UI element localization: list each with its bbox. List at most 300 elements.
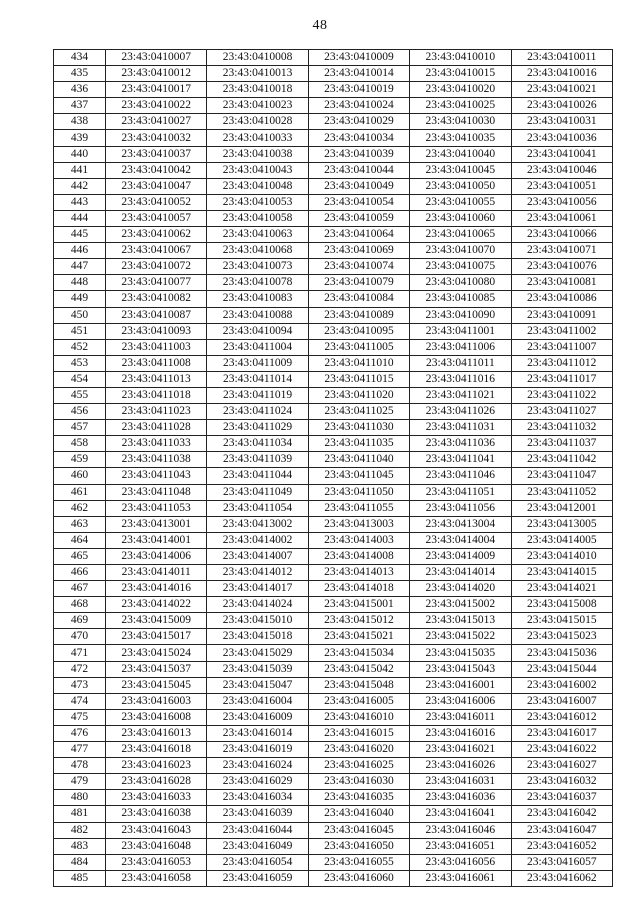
- cadastral-number-cell: 23:43:0416062: [511, 870, 612, 886]
- cadastral-number-cell: 23:43:0414013: [308, 565, 409, 581]
- cadastral-number-cell: 23:43:0411008: [106, 355, 207, 371]
- row-number-cell: 443: [54, 194, 106, 210]
- row-number-cell: 439: [54, 130, 106, 146]
- cadastral-number-cell: 23:43:0411045: [308, 468, 409, 484]
- row-number-cell: 464: [54, 532, 106, 548]
- cadastral-number-cell: 23:43:0416056: [410, 854, 511, 870]
- cadastral-number-cell: 23:43:0415013: [410, 613, 511, 629]
- cadastral-number-cell: 23:43:0415023: [511, 629, 612, 645]
- cadastral-number-cell: 23:43:0410078: [207, 275, 308, 291]
- cadastral-number-cell: 23:43:0410059: [308, 210, 409, 226]
- row-number-cell: 435: [54, 66, 106, 82]
- cadastral-number-cell: 23:43:0411026: [410, 404, 511, 420]
- cadastral-number-cell: 23:43:0415015: [511, 613, 612, 629]
- cadastral-number-cell: 23:43:0416022: [511, 742, 612, 758]
- row-number-cell: 458: [54, 436, 106, 452]
- cadastral-number-cell: 23:43:0416017: [511, 725, 612, 741]
- row-number-cell: 479: [54, 774, 106, 790]
- row-number-cell: 460: [54, 468, 106, 484]
- cadastral-number-cell: 23:43:0415042: [308, 661, 409, 677]
- cadastral-number-cell: 23:43:0416015: [308, 725, 409, 741]
- cadastral-number-cell: 23:43:0416005: [308, 693, 409, 709]
- row-number-cell: 437: [54, 98, 106, 114]
- table-row: [54, 629, 613, 645]
- cadastral-number-cell: 23:43:0415001: [308, 597, 409, 613]
- cadastral-number-cell: 23:43:0416001: [410, 677, 511, 693]
- cadastral-number-cell: 23:43:0410025: [410, 98, 511, 114]
- cadastral-number-cell: 23:43:0415047: [207, 677, 308, 693]
- table-row: [54, 645, 613, 661]
- cadastral-number-cell: 23:43:0410049: [308, 178, 409, 194]
- cadastral-number-cell: 23:43:0410032: [106, 130, 207, 146]
- cadastral-number-cell: 23:43:0416047: [511, 822, 612, 838]
- cadastral-number-cell: 23:43:0416010: [308, 709, 409, 725]
- cadastral-number-cell: 23:43:0416011: [410, 709, 511, 725]
- cadastral-number-cell: 23:43:0410027: [106, 114, 207, 130]
- cadastral-number-cell: 23:43:0414002: [207, 532, 308, 548]
- cadastral-number-cell: 23:43:0411040: [308, 452, 409, 468]
- row-number-cell: 452: [54, 339, 106, 355]
- cadastral-number-cell: 23:43:0410089: [308, 307, 409, 323]
- cadastral-number-cell: 23:43:0410031: [511, 114, 612, 130]
- row-number-cell: 470: [54, 629, 106, 645]
- cadastral-number-cell: 23:43:0411041: [410, 452, 511, 468]
- cadastral-number-cell: 23:43:0411043: [106, 468, 207, 484]
- cadastral-number-cell: 23:43:0414015: [511, 565, 612, 581]
- cadastral-number-cell: 23:43:0410022: [106, 98, 207, 114]
- cadastral-number-cell: 23:43:0410007: [106, 50, 207, 66]
- cadastral-number-cell: 23:43:0410008: [207, 50, 308, 66]
- cadastral-number-cell: 23:43:0410071: [511, 243, 612, 259]
- cadastral-number-cell: 23:43:0411028: [106, 420, 207, 436]
- cadastral-number-cell: 23:43:0416035: [308, 790, 409, 806]
- cadastral-number-cell: 23:43:0414016: [106, 581, 207, 597]
- row-number-cell: 444: [54, 210, 106, 226]
- row-number-cell: 455: [54, 387, 106, 403]
- cadastral-number-cell: 23:43:0411051: [410, 484, 511, 500]
- row-number-cell: 485: [54, 870, 106, 886]
- cadastral-number-cell: 23:43:0416045: [308, 822, 409, 838]
- cadastral-number-cell: 23:43:0414003: [308, 532, 409, 548]
- cadastral-number-cell: 23:43:0416028: [106, 774, 207, 790]
- cadastral-number-cell: 23:43:0411033: [106, 436, 207, 452]
- cadastral-number-cell: 23:43:0413004: [410, 516, 511, 532]
- table-row: [54, 323, 613, 339]
- cadastral-number-cell: 23:43:0416002: [511, 677, 612, 693]
- cadastral-number-cell: 23:43:0411019: [207, 387, 308, 403]
- row-number-cell: 463: [54, 516, 106, 532]
- cadastral-number-cell: 23:43:0416049: [207, 838, 308, 854]
- cadastral-number-cell: 23:43:0410067: [106, 243, 207, 259]
- cadastral-number-cell: 23:43:0416057: [511, 854, 612, 870]
- table-row: [54, 50, 613, 66]
- table-row: [54, 468, 613, 484]
- row-number-cell: 434: [54, 50, 106, 66]
- table-row: [54, 806, 613, 822]
- row-number-cell: 468: [54, 597, 106, 613]
- cadastral-number-cell: 23:43:0410095: [308, 323, 409, 339]
- cadastral-number-cell: 23:43:0410046: [511, 162, 612, 178]
- cadastral-number-cell: 23:43:0410054: [308, 194, 409, 210]
- cadastral-number-cell: 23:43:0416054: [207, 854, 308, 870]
- row-number-cell: 478: [54, 758, 106, 774]
- cadastral-number-cell: 23:43:0411046: [410, 468, 511, 484]
- table-row: [54, 613, 613, 629]
- cadastral-number-cell: 23:43:0415024: [106, 645, 207, 661]
- table-row: [54, 484, 613, 500]
- cadastral-number-cell: 23:43:0416026: [410, 758, 511, 774]
- table-row: [54, 387, 613, 403]
- cadastral-number-cell: 23:43:0416019: [207, 742, 308, 758]
- table-row: [54, 307, 613, 323]
- cadastral-number-cell: 23:43:0410052: [106, 194, 207, 210]
- cadastral-number-cell: 23:43:0410033: [207, 130, 308, 146]
- cadastral-number-cell: 23:43:0416058: [106, 870, 207, 886]
- row-number-cell: 451: [54, 323, 106, 339]
- table-row: [54, 790, 613, 806]
- cadastral-number-cell: 23:43:0411018: [106, 387, 207, 403]
- cadastral-number-cell: 23:43:0410087: [106, 307, 207, 323]
- cadastral-number-cell: 23:43:0416025: [308, 758, 409, 774]
- cadastral-number-cell: 23:43:0411030: [308, 420, 409, 436]
- cadastral-number-cell: 23:43:0415043: [410, 661, 511, 677]
- cadastral-number-cell: 23:43:0414001: [106, 532, 207, 548]
- cadastral-number-cell: 23:43:0416041: [410, 806, 511, 822]
- cadastral-number-cell: 23:43:0415034: [308, 645, 409, 661]
- cadastral-number-cell: 23:43:0416004: [207, 693, 308, 709]
- cadastral-number-cell: 23:43:0411056: [410, 500, 511, 516]
- cadastral-number-cell: 23:43:0411049: [207, 484, 308, 500]
- row-number-cell: 480: [54, 790, 106, 806]
- row-number-cell: 459: [54, 452, 106, 468]
- cadastral-number-cell: 23:43:0416051: [410, 838, 511, 854]
- cadastral-number-cell: 23:43:0410075: [410, 259, 511, 275]
- cadastral-number-cell: 23:43:0413002: [207, 516, 308, 532]
- cadastral-number-table: [53, 49, 613, 887]
- cadastral-number-cell: 23:43:0410090: [410, 307, 511, 323]
- cadastral-number-cell: 23:43:0410037: [106, 146, 207, 162]
- cadastral-number-cell: 23:43:0416061: [410, 870, 511, 886]
- cadastral-number-cell: 23:43:0410012: [106, 66, 207, 82]
- table-row: [54, 693, 613, 709]
- cadastral-number-cell: 23:43:0414017: [207, 581, 308, 597]
- cadastral-number-cell: 23:43:0410029: [308, 114, 409, 130]
- cadastral-number-cell: 23:43:0416027: [511, 758, 612, 774]
- cadastral-number-cell: 23:43:0410010: [410, 50, 511, 66]
- cadastral-number-cell: 23:43:0411027: [511, 404, 612, 420]
- cadastral-number-cell: 23:43:0413005: [511, 516, 612, 532]
- cadastral-number-cell: 23:43:0415039: [207, 661, 308, 677]
- cadastral-number-cell: 23:43:0416012: [511, 709, 612, 725]
- row-number-cell: 456: [54, 404, 106, 420]
- cadastral-number-cell: 23:43:0413001: [106, 516, 207, 532]
- cadastral-number-cell: 23:43:0410048: [207, 178, 308, 194]
- table-row: [54, 516, 613, 532]
- cadastral-number-cell: 23:43:0416007: [511, 693, 612, 709]
- cadastral-number-cell: 23:43:0411029: [207, 420, 308, 436]
- cadastral-number-cell: 23:43:0411039: [207, 452, 308, 468]
- table-row: [54, 581, 613, 597]
- row-number-cell: 441: [54, 162, 106, 178]
- cadastral-number-cell: 23:43:0410042: [106, 162, 207, 178]
- cadastral-number-cell: 23:43:0414022: [106, 597, 207, 613]
- table-row: [54, 114, 613, 130]
- row-number-cell: 472: [54, 661, 106, 677]
- cadastral-number-cell: 23:43:0410058: [207, 210, 308, 226]
- cadastral-number-cell: 23:43:0410082: [106, 291, 207, 307]
- row-number-cell: 450: [54, 307, 106, 323]
- table-row: [54, 98, 613, 114]
- cadastral-number-cell: 23:43:0411001: [410, 323, 511, 339]
- cadastral-number-cell: 23:43:0411005: [308, 339, 409, 355]
- cadastral-number-cell: 23:43:0416048: [106, 838, 207, 854]
- table-row: [54, 291, 613, 307]
- row-number-cell: 461: [54, 484, 106, 500]
- cadastral-number-cell: 23:43:0415012: [308, 613, 409, 629]
- cadastral-number-cell: 23:43:0410055: [410, 194, 511, 210]
- cadastral-number-cell: 23:43:0415002: [410, 597, 511, 613]
- cadastral-number-cell: 23:43:0410045: [410, 162, 511, 178]
- table-row: [54, 838, 613, 854]
- table-row: [54, 774, 613, 790]
- cadastral-number-cell: 23:43:0416040: [308, 806, 409, 822]
- row-number-cell: 445: [54, 227, 106, 243]
- cadastral-number-cell: 23:43:0410015: [410, 66, 511, 82]
- cadastral-number-cell: 23:43:0416029: [207, 774, 308, 790]
- cadastral-number-cell: 23:43:0411023: [106, 404, 207, 420]
- table-row: [54, 758, 613, 774]
- cadastral-number-cell: 23:43:0415018: [207, 629, 308, 645]
- cadastral-number-cell: 23:43:0414008: [308, 548, 409, 564]
- cadastral-number-cell: 23:43:0410028: [207, 114, 308, 130]
- cadastral-number-cell: 23:43:0410056: [511, 194, 612, 210]
- table-row: [54, 243, 613, 259]
- cadastral-number-cell: 23:43:0411036: [410, 436, 511, 452]
- cadastral-number-cell: 23:43:0414021: [511, 581, 612, 597]
- row-number-cell: 477: [54, 742, 106, 758]
- cadastral-number-cell: 23:43:0410091: [511, 307, 612, 323]
- cadastral-number-cell: 23:43:0414006: [106, 548, 207, 564]
- cadastral-number-cell: 23:43:0410094: [207, 323, 308, 339]
- table-row: [54, 870, 613, 886]
- cadastral-number-cell: 23:43:0410068: [207, 243, 308, 259]
- cadastral-number-cell: 23:43:0410023: [207, 98, 308, 114]
- table-row: [54, 82, 613, 98]
- cadastral-number-cell: 23:43:0416059: [207, 870, 308, 886]
- cadastral-number-cell: 23:43:0410077: [106, 275, 207, 291]
- cadastral-number-cell: 23:43:0410069: [308, 243, 409, 259]
- cadastral-number-cell: 23:43:0416020: [308, 742, 409, 758]
- row-number-cell: 447: [54, 259, 106, 275]
- cadastral-number-cell: 23:43:0416039: [207, 806, 308, 822]
- cadastral-number-cell: 23:43:0410017: [106, 82, 207, 98]
- cadastral-number-cell: 23:43:0410021: [511, 82, 612, 98]
- cadastral-number-cell: 23:43:0411013: [106, 371, 207, 387]
- cadastral-number-cell: 23:43:0410066: [511, 227, 612, 243]
- cadastral-number-cell: 23:43:0411025: [308, 404, 409, 420]
- cadastral-number-cell: 23:43:0410085: [410, 291, 511, 307]
- cadastral-number-cell: 23:43:0414012: [207, 565, 308, 581]
- cadastral-number-cell: 23:43:0416044: [207, 822, 308, 838]
- table-row: [54, 259, 613, 275]
- row-number-cell: 442: [54, 178, 106, 194]
- cadastral-number-cell: 23:43:0410043: [207, 162, 308, 178]
- cadastral-number-cell: 23:43:0416046: [410, 822, 511, 838]
- cadastral-number-cell: 23:43:0410011: [511, 50, 612, 66]
- row-number-cell: 466: [54, 565, 106, 581]
- cadastral-number-cell: 23:43:0410064: [308, 227, 409, 243]
- row-number-cell: 475: [54, 709, 106, 725]
- cadastral-number-cell: 23:43:0415044: [511, 661, 612, 677]
- cadastral-number-cell: 23:43:0410060: [410, 210, 511, 226]
- cadastral-number-cell: 23:43:0411044: [207, 468, 308, 484]
- cadastral-number-cell: 23:43:0410072: [106, 259, 207, 275]
- cadastral-number-cell: 23:43:0415037: [106, 661, 207, 677]
- row-number-cell: 457: [54, 420, 106, 436]
- cadastral-number-cell: 23:43:0416060: [308, 870, 409, 886]
- cadastral-number-cell: 23:43:0410020: [410, 82, 511, 98]
- cadastral-number-cell: 23:43:0411020: [308, 387, 409, 403]
- cadastral-number-cell: 23:43:0411035: [308, 436, 409, 452]
- cadastral-number-cell: 23:43:0411007: [511, 339, 612, 355]
- cadastral-number-cell: 23:43:0414010: [511, 548, 612, 564]
- table-row: [54, 227, 613, 243]
- cadastral-number-cell: 23:43:0410019: [308, 82, 409, 98]
- cadastral-number-cell: 23:43:0416006: [410, 693, 511, 709]
- cadastral-number-cell: 23:43:0411003: [106, 339, 207, 355]
- cadastral-number-cell: 23:43:0416034: [207, 790, 308, 806]
- table-row: [54, 677, 613, 693]
- cadastral-number-cell: 23:43:0411054: [207, 500, 308, 516]
- cadastral-number-cell: 23:43:0416023: [106, 758, 207, 774]
- cadastral-number-cell: 23:43:0411050: [308, 484, 409, 500]
- cadastral-number-cell: 23:43:0416018: [106, 742, 207, 758]
- table-row: [54, 532, 613, 548]
- cadastral-number-cell: 23:43:0411034: [207, 436, 308, 452]
- row-number-cell: 436: [54, 82, 106, 98]
- cadastral-number-cell: 23:43:0410093: [106, 323, 207, 339]
- cadastral-number-cell: 23:43:0414007: [207, 548, 308, 564]
- cadastral-number-cell: 23:43:0410051: [511, 178, 612, 194]
- cadastral-number-cell: 23:43:0411042: [511, 452, 612, 468]
- cadastral-number-cell: 23:43:0416037: [511, 790, 612, 806]
- cadastral-number-cell: 23:43:0416031: [410, 774, 511, 790]
- table-row: [54, 822, 613, 838]
- table-row: [54, 742, 613, 758]
- cadastral-number-cell: 23:43:0411011: [410, 355, 511, 371]
- cadastral-number-cell: 23:43:0411038: [106, 452, 207, 468]
- cadastral-number-cell: 23:43:0410018: [207, 82, 308, 98]
- cadastral-number-cell: 23:43:0414024: [207, 597, 308, 613]
- cadastral-number-cell: 23:43:0416036: [410, 790, 511, 806]
- cadastral-number-cell: 23:43:0415022: [410, 629, 511, 645]
- cadastral-number-cell: 23:43:0410050: [410, 178, 511, 194]
- cadastral-number-cell: 23:43:0410081: [511, 275, 612, 291]
- cadastral-number-cell: 23:43:0411031: [410, 420, 511, 436]
- cadastral-number-cell: 23:43:0410062: [106, 227, 207, 243]
- table-row: [54, 210, 613, 226]
- table-row: [54, 355, 613, 371]
- row-number-cell: 462: [54, 500, 106, 516]
- table-row: [54, 194, 613, 210]
- row-number-cell: 440: [54, 146, 106, 162]
- cadastral-number-cell: 23:43:0410039: [308, 146, 409, 162]
- row-number-cell: 481: [54, 806, 106, 822]
- cadastral-number-cell: 23:43:0411002: [511, 323, 612, 339]
- cadastral-number-cell: 23:43:0410014: [308, 66, 409, 82]
- cadastral-number-cell: 23:43:0410057: [106, 210, 207, 226]
- cadastral-number-cell: 23:43:0415029: [207, 645, 308, 661]
- cadastral-number-cell: 23:43:0411009: [207, 355, 308, 371]
- row-number-cell: 474: [54, 693, 106, 709]
- row-number-cell: 484: [54, 854, 106, 870]
- table-row: [54, 130, 613, 146]
- cadastral-number-cell: 23:43:0412001: [511, 500, 612, 516]
- cadastral-number-cell: 23:43:0414020: [410, 581, 511, 597]
- cadastral-number-cell: 23:43:0414014: [410, 565, 511, 581]
- cadastral-number-cell: 23:43:0416052: [511, 838, 612, 854]
- cadastral-number-cell: 23:43:0416042: [511, 806, 612, 822]
- table-row: [54, 452, 613, 468]
- cadastral-number-cell: 23:43:0410079: [308, 275, 409, 291]
- table-row: [54, 178, 613, 194]
- table-row: [54, 420, 613, 436]
- cadastral-number-cell: 23:43:0411052: [511, 484, 612, 500]
- cadastral-number-cell: 23:43:0410024: [308, 98, 409, 114]
- table-row: [54, 725, 613, 741]
- cadastral-number-cell: 23:43:0410053: [207, 194, 308, 210]
- cadastral-number-cell: 23:43:0411048: [106, 484, 207, 500]
- cadastral-number-cell: 23:43:0411017: [511, 371, 612, 387]
- cadastral-number-cell: 23:43:0411015: [308, 371, 409, 387]
- cadastral-number-cell: 23:43:0415036: [511, 645, 612, 661]
- cadastral-number-cell: 23:43:0415009: [106, 613, 207, 629]
- cadastral-number-cell: 23:43:0416008: [106, 709, 207, 725]
- table-row: [54, 275, 613, 291]
- cadastral-number-cell: 23:43:0410009: [308, 50, 409, 66]
- row-number-cell: 471: [54, 645, 106, 661]
- cadastral-number-cell: 23:43:0411014: [207, 371, 308, 387]
- cadastral-number-cell: 23:43:0415017: [106, 629, 207, 645]
- cadastral-number-cell: 23:43:0411055: [308, 500, 409, 516]
- cadastral-number-cell: 23:43:0415010: [207, 613, 308, 629]
- row-number-cell: 473: [54, 677, 106, 693]
- cadastral-number-cell: 23:43:0410084: [308, 291, 409, 307]
- row-number-cell: 438: [54, 114, 106, 130]
- table-row: [54, 500, 613, 516]
- cadastral-number-cell: 23:43:0410086: [511, 291, 612, 307]
- cadastral-number-cell: 23:43:0416009: [207, 709, 308, 725]
- cadastral-number-cell: 23:43:0416053: [106, 854, 207, 870]
- cadastral-number-cell: 23:43:0410061: [511, 210, 612, 226]
- table-row: [54, 66, 613, 82]
- cadastral-number-cell: 23:43:0415021: [308, 629, 409, 645]
- cadastral-number-cell: 23:43:0411012: [511, 355, 612, 371]
- cadastral-number-cell: 23:43:0411022: [511, 387, 612, 403]
- cadastral-number-cell: 23:43:0416043: [106, 822, 207, 838]
- cadastral-number-cell: 23:43:0410044: [308, 162, 409, 178]
- cadastral-number-cell: 23:43:0414004: [410, 532, 511, 548]
- page-number: 48: [312, 18, 328, 33]
- cadastral-number-cell: 23:43:0414018: [308, 581, 409, 597]
- cadastral-number-cell: 23:43:0410076: [511, 259, 612, 275]
- cadastral-number-cell: 23:43:0411004: [207, 339, 308, 355]
- cadastral-number-cell: 23:43:0416024: [207, 758, 308, 774]
- cadastral-number-cell: 23:43:0410074: [308, 259, 409, 275]
- cadastral-number-cell: 23:43:0415048: [308, 677, 409, 693]
- table-row: [54, 565, 613, 581]
- table-row: [54, 709, 613, 725]
